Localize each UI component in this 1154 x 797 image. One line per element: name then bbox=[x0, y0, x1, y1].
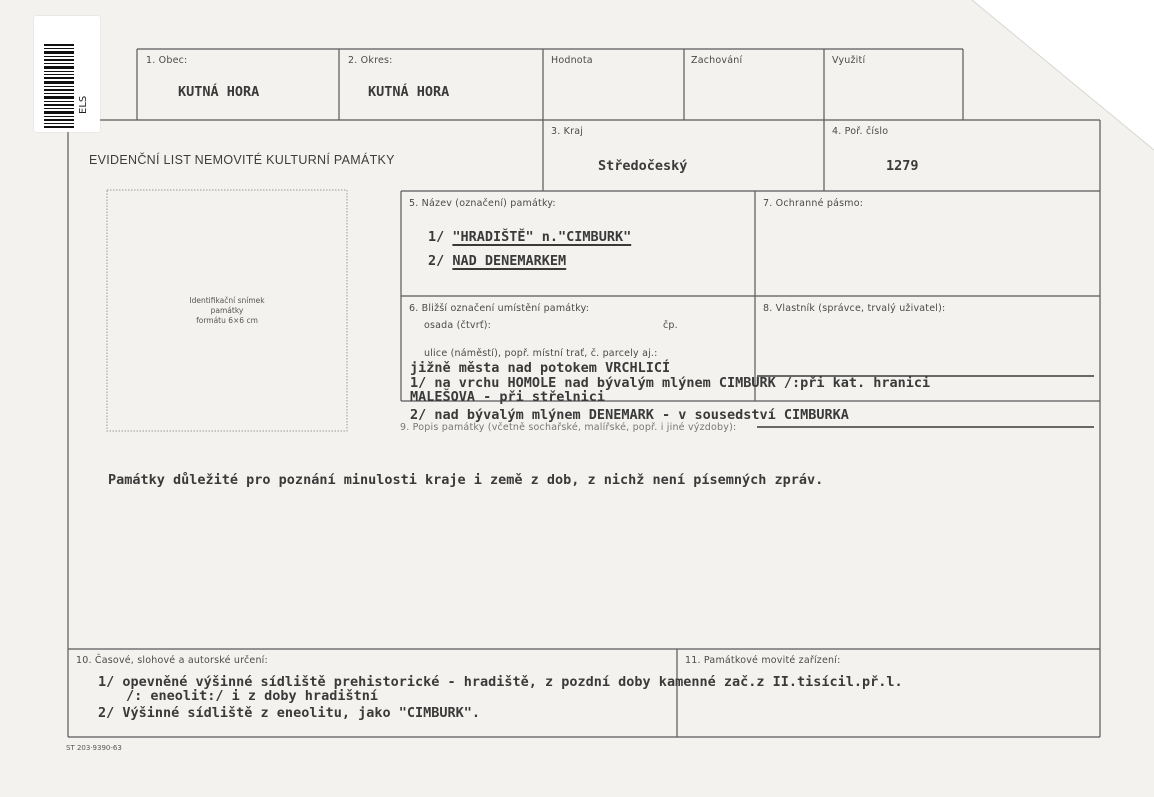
urceni-line-2: /: eneolit:/ i z doby hradištní bbox=[126, 688, 378, 704]
nazev-line-2 bbox=[428, 253, 566, 269]
kraj-value: Středočeský bbox=[598, 158, 688, 174]
sticker-code: ELS bbox=[78, 95, 89, 114]
nazev-line-1 bbox=[428, 229, 631, 245]
photo-line-2: památky bbox=[210, 306, 244, 315]
urceni-label: 10. Časové, slohové a autorské určení: bbox=[76, 655, 268, 666]
cp-label: čp. bbox=[663, 320, 678, 331]
osada-label: osada (čtvrť): bbox=[424, 320, 492, 331]
umisteni-label: 6. Bližší označení umístění památky: bbox=[409, 303, 590, 314]
zachovani-label: Zachování bbox=[691, 55, 743, 66]
umisteni-line-1: jižně města nad potokem VRCHLICÍ bbox=[410, 360, 671, 376]
por-cislo-label: 4. Poř. číslo bbox=[832, 126, 889, 137]
photo-line-3: formátu 6×6 cm bbox=[196, 316, 258, 325]
nazev-line-2-prefix: 2/ bbox=[428, 253, 453, 269]
umisteni-line-3: MALEŠOVA - při střelnici bbox=[410, 389, 606, 405]
kraj-label: 3. Kraj bbox=[551, 126, 584, 137]
okres-label: 2. Okres: bbox=[348, 55, 393, 66]
urceni-line-1: 1/ opevněné výšinné sídliště prehistorické - hradiště, z pozdní doby kamenné zač.z II.tisícil.př.l. bbox=[98, 674, 903, 690]
ulice-label: ulice (náměstí), popř. místní trať, č. parcely aj.: bbox=[424, 348, 658, 359]
barcode-sticker bbox=[34, 16, 100, 132]
form-code: ST 203·9390-63 bbox=[66, 744, 122, 752]
umisteni-line-2: 1/ na vrchu HOMOLE nad bývalým mlýnem CIMBURK /:při kat. hranici bbox=[410, 375, 931, 391]
ochranne-pasmo-label: 7. Ochranné pásmo: bbox=[763, 198, 864, 209]
okres-value: KUTNÁ HORA bbox=[368, 84, 450, 100]
barcode-icon bbox=[44, 44, 74, 128]
por-cislo-value: 1279 bbox=[886, 158, 919, 174]
nazev-line-1-value: "HRADIŠTĚ" n."CIMBURK" bbox=[452, 229, 632, 245]
nazev-label: 5. Název (označení) památky: bbox=[409, 198, 556, 209]
urceni-line-3: 2/ Výšinné sídliště z eneolitu, jako "CIMBURK". bbox=[98, 705, 481, 721]
form-title: EVIDENČNÍ LIST NEMOVITÉ KULTURNÍ PAMÁTKY bbox=[89, 153, 395, 167]
popis-label: 9. Popis památky (včetně sochařské, malířské, popř. i jiné výzdoby): bbox=[400, 422, 737, 433]
obec-value: KUTNÁ HORA bbox=[178, 84, 260, 100]
zarizeni-label: 11. Památkové movité zařízení: bbox=[685, 655, 841, 666]
photo-placeholder bbox=[147, 296, 307, 326]
nazev-line-1-prefix: 1/ bbox=[428, 229, 453, 245]
hodnota-label: Hodnota bbox=[551, 55, 593, 66]
umisteni-line-4: 2/ nad bývalým mlýnem DENEMARK - v sousedství CIMBURKA bbox=[410, 407, 849, 423]
vlastnik-label: 8. Vlastník (správce, trvalý uživatel): bbox=[763, 303, 946, 314]
obec-label: 1. Obec: bbox=[146, 55, 188, 66]
vyuziti-label: Využití bbox=[832, 55, 866, 66]
popis-text: Památky důležité pro poznání minulosti kraje i země z dob, z nichž není písemných zpráv. bbox=[108, 472, 824, 488]
photo-line-1: Identifikační snímek bbox=[189, 296, 265, 305]
nazev-line-2-value: NAD DENEMARKEM bbox=[452, 253, 567, 269]
